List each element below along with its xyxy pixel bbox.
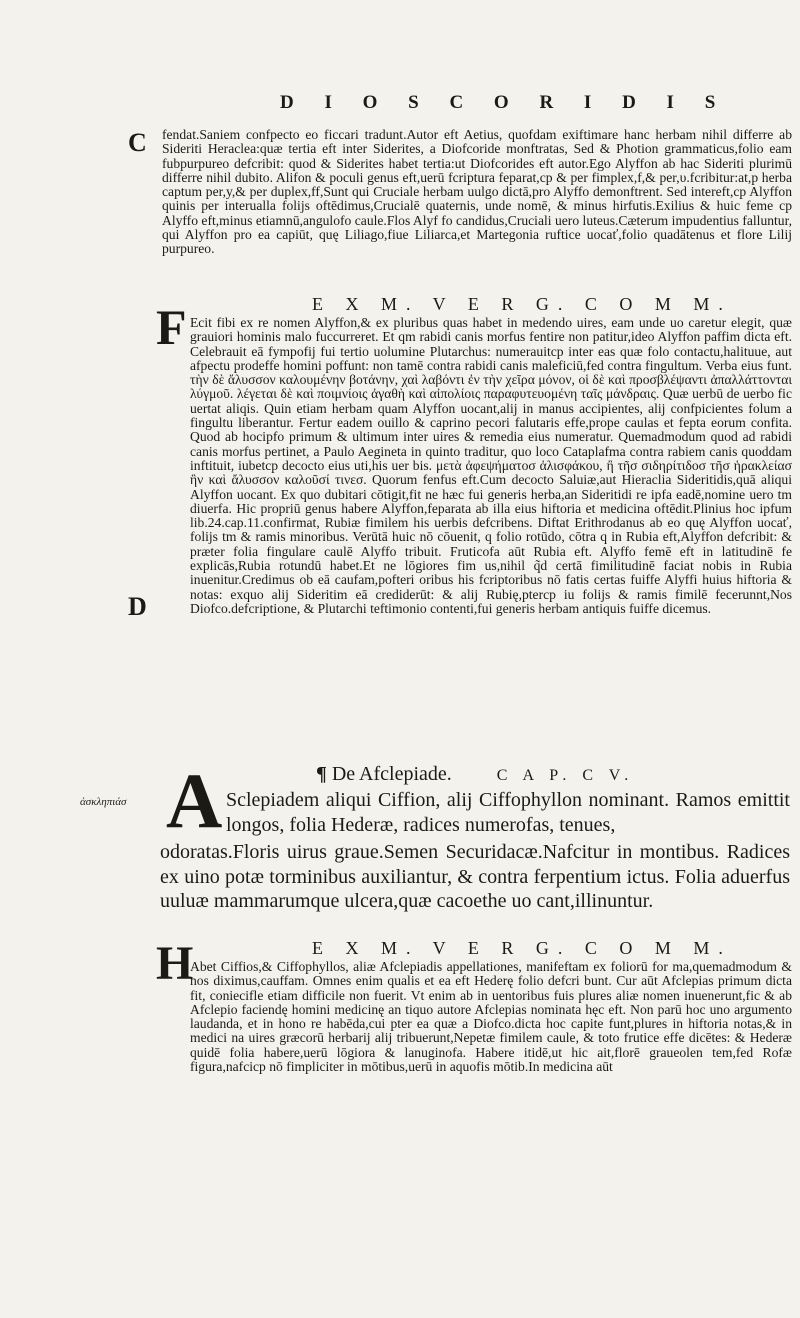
margin-letter-d: D — [128, 592, 147, 621]
paragraph-commentary-2 — [190, 960, 792, 1160]
section-heading-comm-2: E X M. V E R G. C O M M. — [312, 938, 732, 958]
dropcap-f: F — [156, 299, 187, 355]
chapter-title-text: De Afclepiade. — [331, 763, 452, 785]
paragraph-text: Abet Ciffios,& Ciffophyllos, aliæ Afclepiadis appellationes, manifeftam ex foliorū for ma,quemadmodum & nos diximus,cauffam. Omnes enim qualis et ea eft Hederę folio defcri bunt. Cur aūt Afclepias primum dicta fit, coniecifle etiam difficile non fuerit. Vt enim ab in uentoribus fuis plures aliæ nomen inuenerunt,fic & ab Afclepio faciendę homini medicinę an tiquo autore Afclepias nominata hęc eft. Non parū hoc uno argumento laudanda, et in hono re habēda,cui pter ea quæ a Diofco.dicta hoc capite funt,plures in hiftoria notas,& in medici na uires græcorū herbarij alij tribuerunt,Nepetæ fimilem caule, & toto frutice effe dicētes: & Hederæ quidē folia habere,uerū lōgiora & lanuginofa. Habere itidē,ut hic ait,florē graueolen tem,fed Rofæ figura,nafcicp nō fimpliciter in mōtibus,uerū in aquofis mōtib.In medicina aūt — [190, 959, 792, 1075]
paragraph-text: Sclepiadem aliqui Ciffion, alij Ciffophyllon nominant. Ramos emittit longos, folia Hederæ, radices numerofas, tenues, — [226, 789, 790, 836]
paragraph-text: odoratas.Floris uirus graue.Semen Securidacæ.Nafcitur in montibus. Radices ex uino potæ torminibus auxiliantur, & contra ferpentium ictus. Folia aduerfus uuluæ mammarumque ulcera,quæ cacoethe uo cant,illinuntur. — [160, 841, 790, 913]
margin-letter-c: C — [128, 128, 147, 157]
pilcrow-mark: ¶ — [316, 763, 327, 785]
chapter-title — [316, 763, 634, 786]
section-heading-comm-1: E X M. V E R G. C O M M. — [312, 294, 732, 314]
chapter-body — [160, 840, 790, 940]
paragraph-text: fendat.Saniem confpecto eo ficcari tradunt.Autor eft Aetius, quofdam exiftimare hanc herbam nihil differre ab Sideriti Heraclea:quæ tertia eft inter Siderites, a Diofcoride monftratas, Sed & Photion grammaticus,folio eam fubpurpureo defcribit: quod & Siderites habet tertia:ut Diofcorides eft autor.Ego Alyffon ab hac Sideriti plurimū differre nihil dubito. Alifon & poculi genus eft,uerū fcriptura feparat,cp & per fimplex,f,& per,υ.fcribitur:at,p herba captum per,y,& per duplex,ff,Sunt qui Cruciale herbam uulgo dictā,pro Alyffo demonftrent. Sed intereft,cp Alyffon quinis per interualla folijs oftēdimus,Crucialē quaternis, unde nomē, & minus hirfutis.Exilius & huic feme cp Alyffo eft,minus etiamnū,angulofo caule.Flos Alyf fo candidus,Cruciali uero luteus.Cæterum impudentius falluntur, qui Alyffon pro ea capiūt, quę Liliago,fiue Liliarca,et Martegonia ruftice uocať,folio quadātenus et flore Lilij purpureo. — [162, 127, 792, 257]
paragraph-alysson-discussion — [162, 128, 792, 290]
dropcap-a: A — [166, 757, 223, 844]
running-head: D I O S C O R I D I S — [280, 92, 729, 113]
paragraph-text: Ecit fibi ex re nomen Alyffon,& ex pluribus quas habet in medendo uires, eam unde uo caretur elegit, quæ grauiori hominis malo fuccurreret. Et qm rabidi canis morfus fentire non patitur,ideo Alyffon paffim dicta eft. Celebrauit eā fympofij fui tertio uolumine Plutarchus: numerauitcp inter eas quæ folo contactu,halituue, aut afpectu prodeffe homini poffunt: non tamē contra rabidi canis maleficiū,fed contra fingultum. Verba eius funt. τὴν δὲ ἄλυσσον καλουμένην βοτάνην, χαὶ λαβόντι ἐν τὴν χεῖρα μόνον, οἱ δὲ καὶ προσβλέψαντι ἀπαλλάττονται λύγμοῦ. λέγεται δὲ καὶ ποιμνίοις ἀγαθὴ καὶ αἰπολίοις παραφυτευομένη ταῖς μάνδραις. Quæ uerbū de uerbo fic uertat aliqis. Quin etiam herbam quam Alyffon uocant,alij in manus accipientes, alij confpicientes folum a fingultu liberantur. Fertur eadem ouillo & caprino pecori falutaris effe,prope caulas et fepta eorum confita. Quod ab hocipfo primum & ultimum inter uires & remedia eius numeratur. Quemadmodum quod ad rabidi canis morfus pertinet, a Paulo Aegineta in quinto traditur, quo loco Cataplafma contra rabiem canis quoddam inftituit, iubetcp decocto eius uti,his uer bis. μετὰ ἀφεψήματοσ ἀλισφάκου, ἢ τῆσ σιδηρίτιδοσ τῆσ ἡρακλείασ ἣν καὶ ἄλυσσον καλοῦσί τινεσ. Quorum fenfus eft.Cum decocto Saluiæ,aut Hieraclia Sideritidis,quā aliqui Alyffon uocant. Ex quo dubitari cōtigit,fit ne hæc fui generis herba,an Sideritidi re ipfa eadē,nomine uero tm diuerfa. Hic propriū genus habere Alyffon,feparata ab illa eius hiftoria et medicina oftēdit.Plinius hoc ipfum lib.24.cap.11.confirmat, Rubiæ fimilem his uerbis defcribens. Diftat Erithrodanus ab eo quę Alyffon uocať, folijs tm & ramis minoribus. Verūtā huic nō cōuenit, q folio rotūdo, cōtra q in Rubia eft,Alyffon defcribit: & præter folia fingulare caulē Alyffo tribuit. Fruticofa aūt Rubia eft. Alyffo femē eft in latitudinē fe explicās,Rubia rotundū habet.Et ne lōgiores fim us,nihil q̃d certā fimilitudinē faciat nobis in Rubia inuenitur.Credimus ob eā caufam,pofteri oribus his fcriptoribus nō fatis certas fuiffe Alyffi huius hiftoria & notas: exquo alij Sideritim eā crediderūt: & alij Rubię,ptercp iu folijs & ramis fimilē fecerunnt,Nos Diofco.defcriptione, & Plutarchi teftimonio contenti,fui generis herbam antiquis fuiffe dicemus. — [190, 315, 792, 616]
chapter-number: C A P. C V. — [496, 767, 635, 784]
dropcap-h: H — [156, 937, 194, 990]
chapter-opening — [226, 788, 790, 838]
margin-note-greek: ἀσκληπιάσ — [80, 796, 127, 808]
paragraph-commentary-1 — [190, 316, 792, 746]
